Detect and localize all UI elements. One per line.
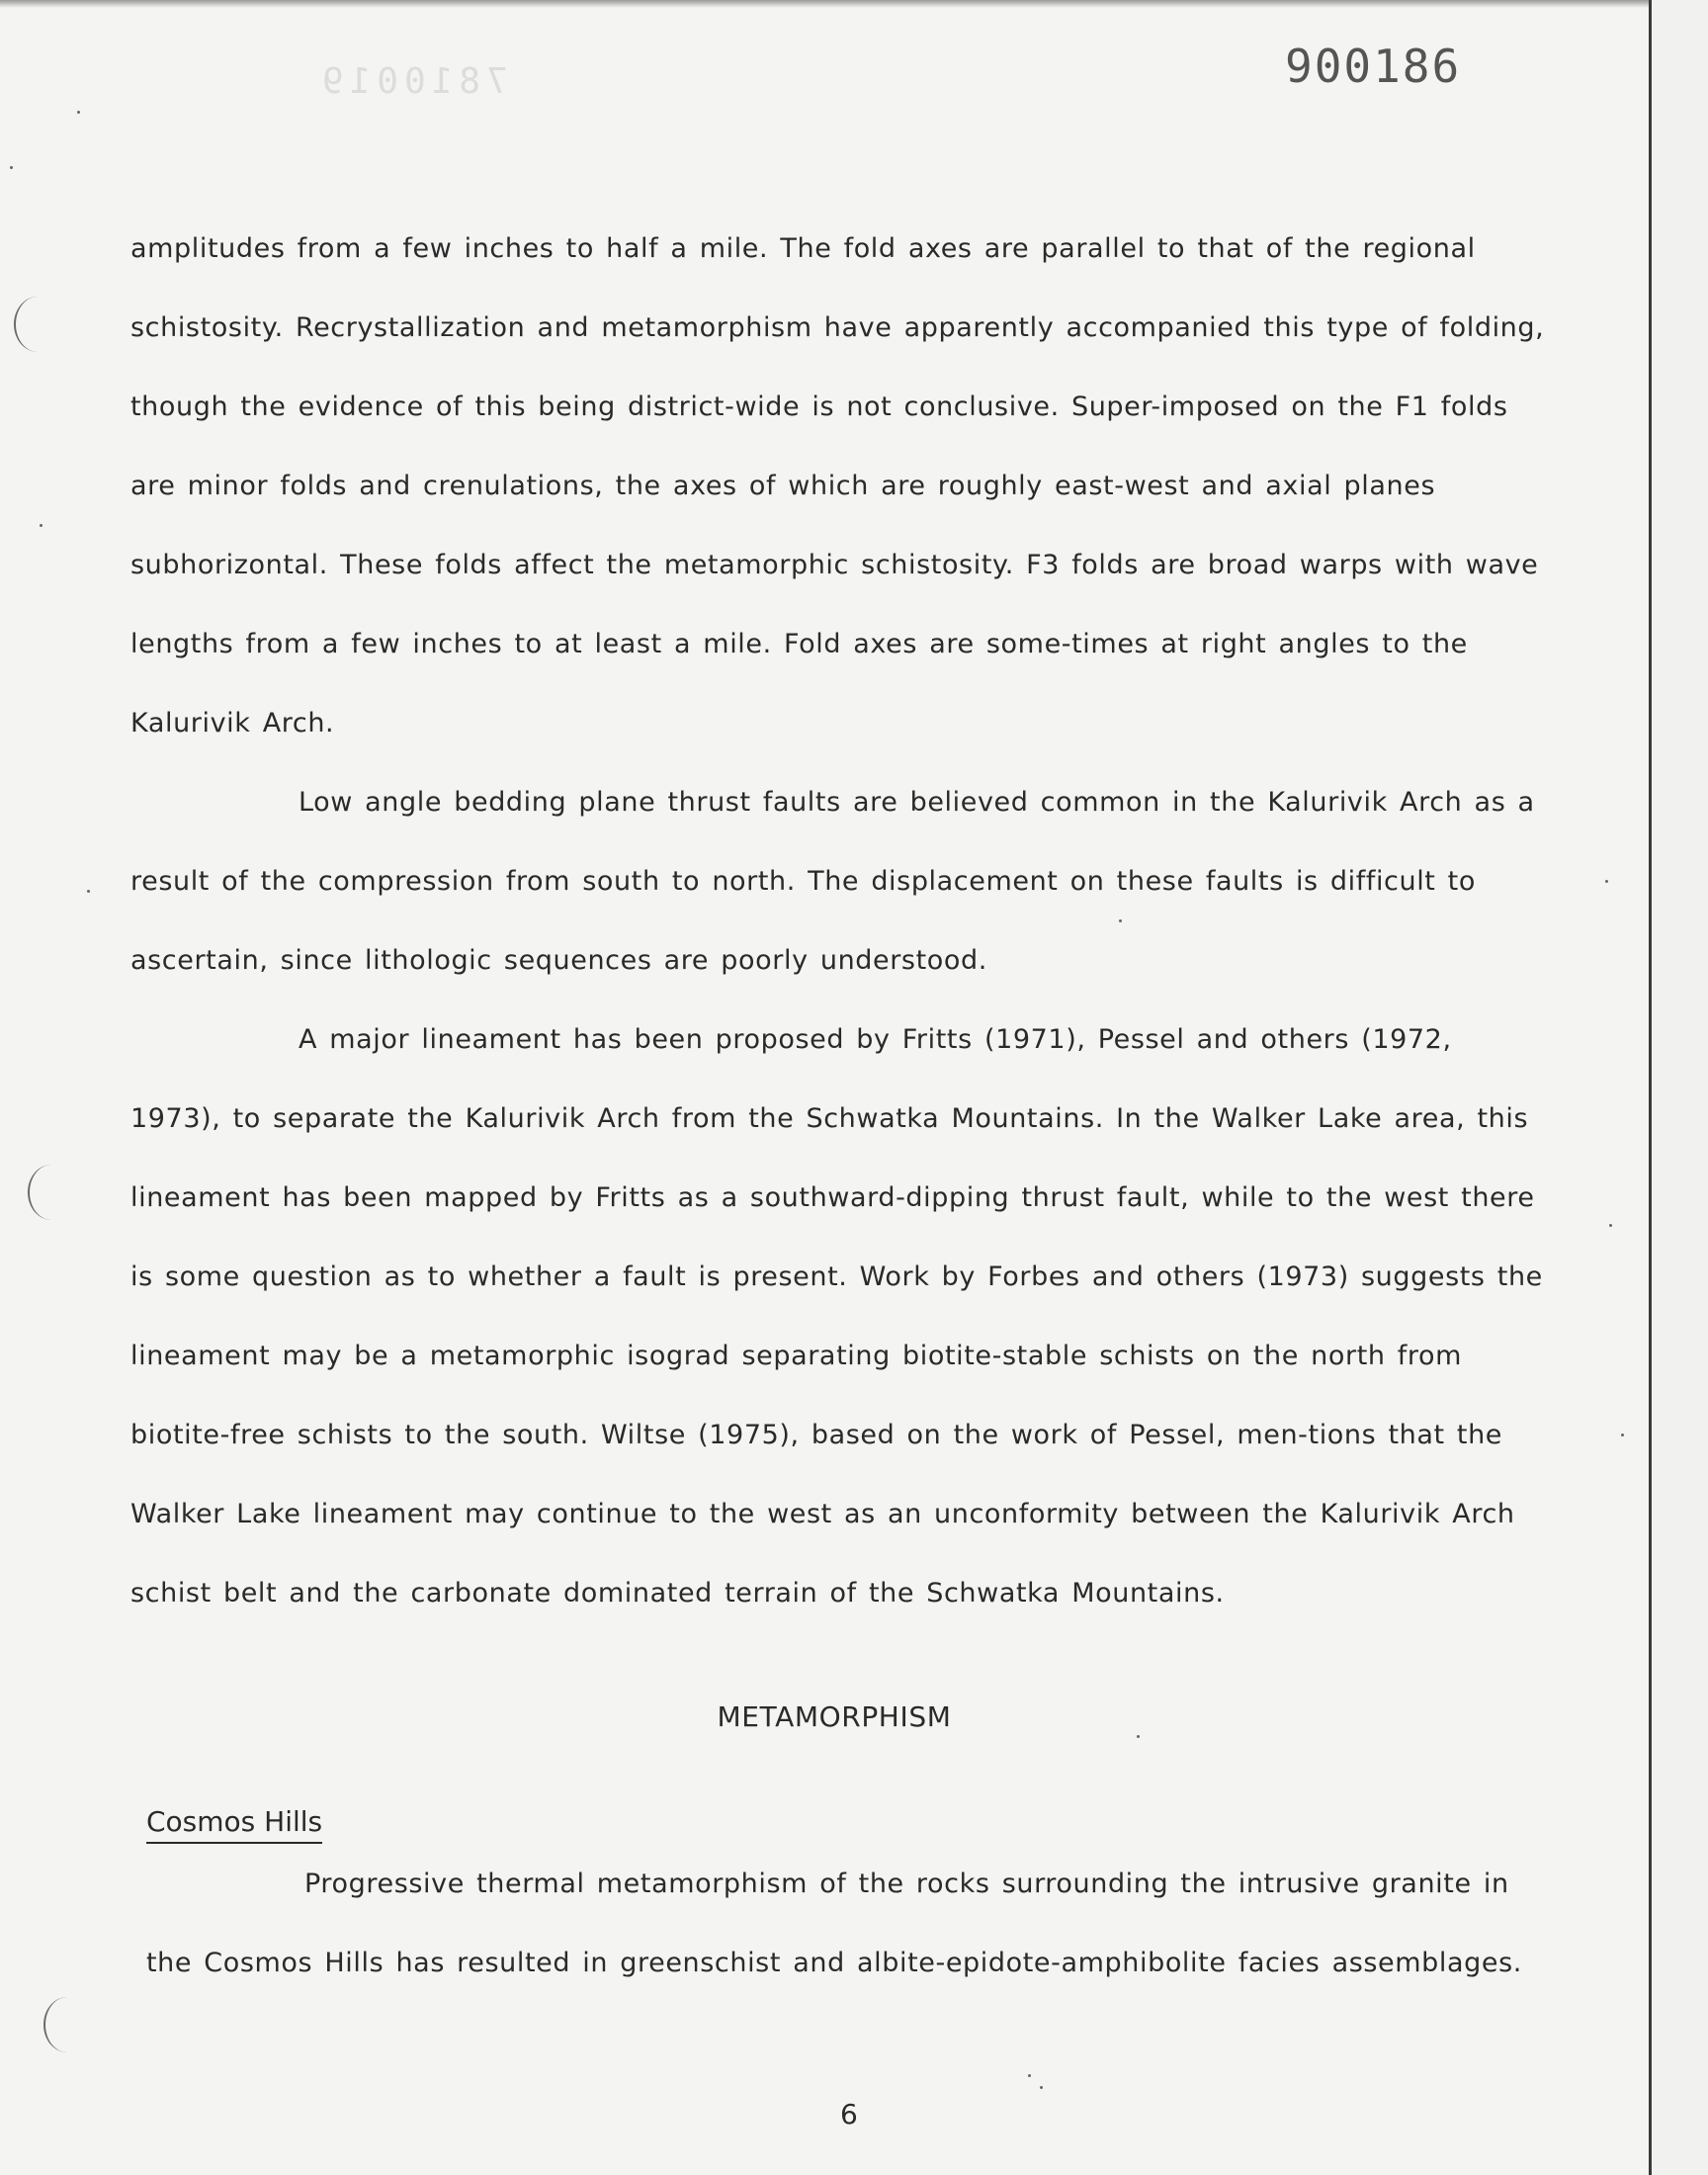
document-number: 900186 [1285, 40, 1462, 93]
scan-speck [10, 166, 13, 169]
scan-speck [1040, 2086, 1043, 2089]
scan-edge [0, 0, 1649, 8]
scan-speck [1137, 1735, 1140, 1738]
scan-speck [1609, 1224, 1612, 1227]
body-paragraph: Progressive thermal metamorphism of the rocks surrounding the intrusive granite in the Cosmos Hills has resulted in greenschist and albite-epidote-amphibolite facies assemblages. [146, 1869, 1522, 1978]
section-heading: METAMORPHISM [717, 1700, 952, 1733]
bleed-through-number: 7810019 [316, 61, 508, 102]
body-paragraph: amplitudes from a few inches to half a mile. The fold axes are parallel to that of the regional schistosity. Recrystallization and metamorphism have apparently accompanied this type of folding, though the evidence of this being district-wide is not conclusive. Super-imposed on the F1 folds are minor folds and crenulations, the axes of which are roughly east-west and axial planes subhorizontal. These folds affect the metamorphic schistosity. F3 folds are broad warps with wave lengths from a few inches to at least a mile. Fold axes are some-times at right angles to the Kalurivik Arch. [130, 233, 1545, 739]
punch-hole-icon [14, 297, 61, 352]
scan-speck [1621, 1434, 1624, 1436]
page-number: 6 [840, 2098, 858, 2131]
body-paragraph: A major lineament has been proposed by Fritts (1971), Pessel and others (1972, 1973), to separate the Kalurivik Arch from the Schwatka Mountains. In the Walker Lake area, this lineament has been mapped by Fritts as a southward-dipping thrust fault, while to the west there is some question as to whether a fault is present. Work by Forbes and others (1973) suggests the lineament may be a metamorphic isograd separating biotite-stable schists on the north from biotite-free schists to the south. Wiltse (1975), based on the work of Pessel, men-tions that the Walker Lake lineament may continue to the west as an unconformity between the Kalurivik Arch schist belt and the carbonate dominated terrain of the Schwatka Mountains. [130, 1024, 1543, 1609]
scan-speck [1605, 880, 1608, 883]
punch-hole-icon [28, 1165, 75, 1220]
scan-speck [40, 524, 43, 527]
scan-speck [77, 111, 80, 114]
subsection-heading: Cosmos Hills [146, 1805, 322, 1844]
scan-speck [1028, 2074, 1031, 2077]
scan-speck [87, 890, 90, 893]
body-paragraph: Low angle bedding plane thrust faults are believed common in the Kalurivik Arch as a result of the compression from south to north. The displacement on these faults is difficult to ascertain, since lithologic sequences are poorly understood. [130, 787, 1535, 976]
punch-hole-icon [43, 1997, 91, 2052]
